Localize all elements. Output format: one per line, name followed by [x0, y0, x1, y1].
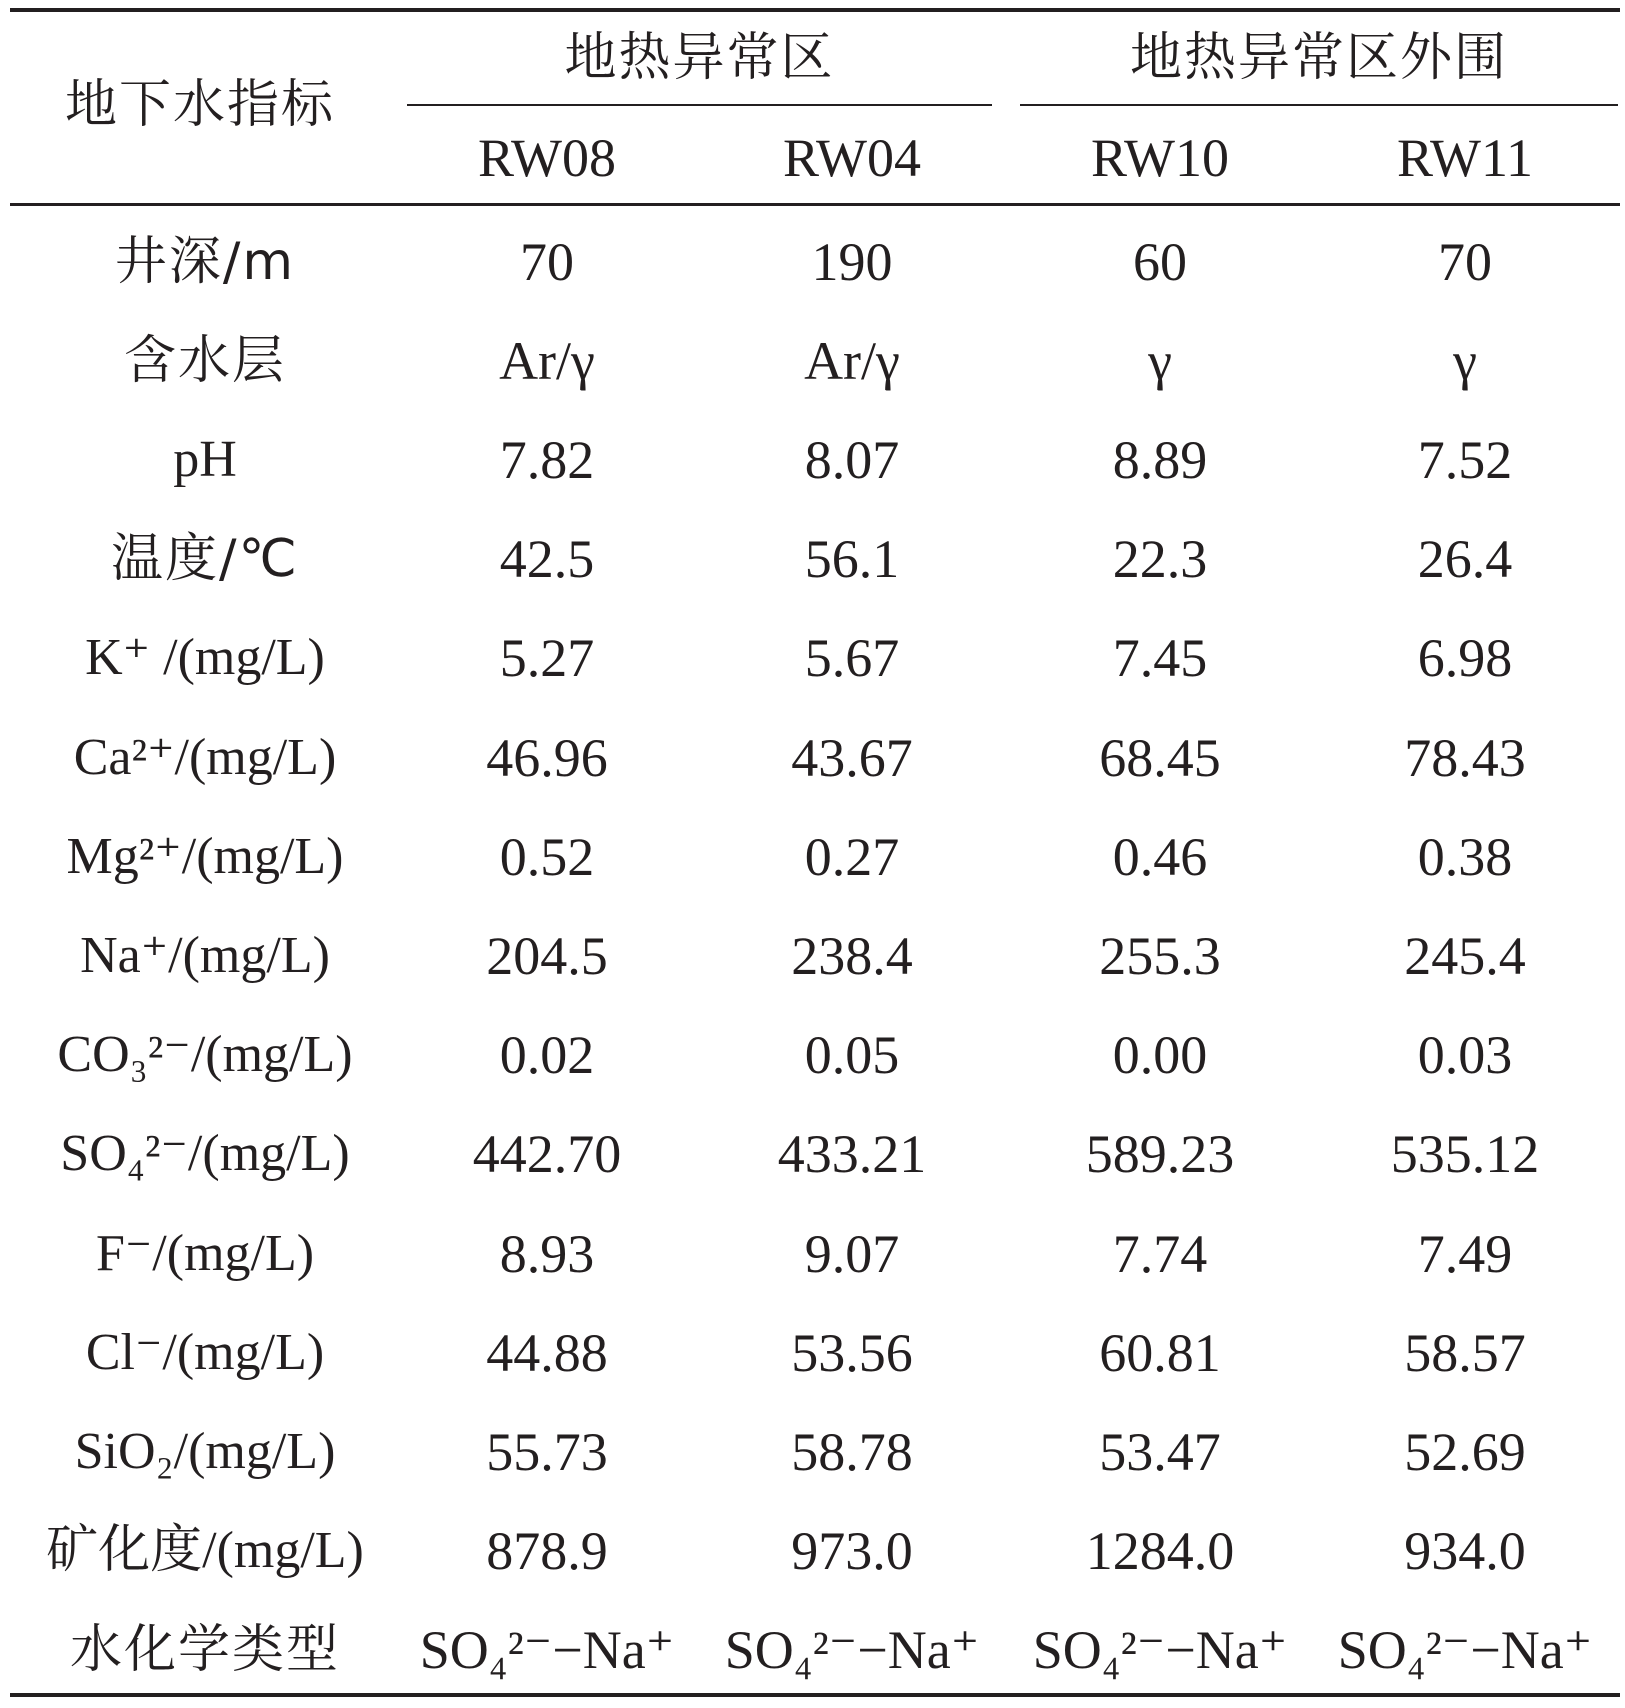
table-cell: 52.69: [1404, 1421, 1526, 1482]
table-cell: 245.4: [1404, 925, 1526, 986]
table-cell: 973.0: [791, 1521, 913, 1582]
row-label: 温度/℃: [111, 529, 299, 590]
table-cell: 0.00: [1112, 1025, 1208, 1086]
table-cell: 44.88: [486, 1322, 608, 1383]
row-label: Na⁺/(mg/L): [80, 926, 330, 984]
table-cell: SO₄²⁻−Na⁺: [1032, 1620, 1288, 1681]
row-label: F⁻/(mg/L): [95, 1224, 315, 1282]
row-label: 含水层: [123, 330, 286, 391]
table-cell: 255.3: [1099, 925, 1221, 986]
table-cell: SO₄²⁻−Na⁺: [1337, 1620, 1593, 1681]
table-cell: 58.57: [1404, 1322, 1526, 1383]
table-cell: 7.52: [1417, 429, 1513, 490]
table-cell: 58.78: [791, 1421, 913, 1482]
table-cell: 53.47: [1099, 1421, 1221, 1482]
table-cell: 0.52: [499, 826, 595, 887]
row-label: Ca²⁺/(mg/L): [73, 728, 337, 786]
table-cell: 190: [811, 231, 893, 292]
table-cell: 0.02: [499, 1025, 595, 1086]
table-cell: 60: [1133, 231, 1187, 292]
table-cell: 68.45: [1099, 727, 1221, 788]
table-cell: γ: [1148, 330, 1172, 391]
table-cell: 9.07: [804, 1223, 900, 1284]
well-header: RW04: [782, 128, 921, 188]
table-cell: 0.27: [804, 826, 900, 887]
table-cell: 8.93: [499, 1223, 595, 1284]
group-header-outer: 地热异常区外围: [1129, 28, 1508, 88]
row-label: K⁺ /(mg/L): [85, 629, 325, 687]
table-cell: 204.5: [486, 925, 608, 986]
table-cell: 433.21: [777, 1124, 927, 1185]
table-cell: 589.23: [1085, 1124, 1235, 1185]
table-cell: 7.45: [1112, 628, 1208, 689]
table-cell: 442.70: [472, 1124, 622, 1185]
table-cell: Ar/γ: [804, 330, 900, 391]
row-label: 矿化度/(mg/L): [46, 1522, 364, 1580]
row-label: Mg²⁺/(mg/L): [66, 827, 344, 885]
table-cell: SO₄²⁻−Na⁺: [419, 1620, 675, 1681]
table-cell: 6.98: [1417, 628, 1513, 689]
table-cell: Ar/γ: [499, 330, 595, 391]
group-outer-rule: [1020, 104, 1618, 106]
row-label: 水化学类型: [69, 1620, 340, 1681]
table-cell: 46.96: [486, 727, 608, 788]
group-header-anomaly: 地热异常区: [564, 28, 835, 88]
table-cell: 55.73: [486, 1421, 608, 1482]
table-cell: 238.4: [791, 925, 913, 986]
table-cell: 70: [520, 231, 574, 292]
top-rule: [10, 8, 1620, 12]
row-label: CO₃²⁻/(mg/L): [57, 1026, 353, 1084]
well-header: RW08: [477, 128, 616, 188]
table-cell: 70: [1438, 231, 1492, 292]
table-cell: 56.1: [804, 529, 900, 590]
table-cell: 60.81: [1099, 1322, 1221, 1383]
table-cell: 934.0: [1404, 1521, 1526, 1582]
table-cell: γ: [1453, 330, 1477, 391]
group-anomaly-rule: [407, 104, 992, 106]
table-cell: 5.27: [499, 628, 595, 689]
table-cell: 5.67: [804, 628, 900, 689]
table-cell: 0.05: [804, 1025, 900, 1086]
table-cell: 0.38: [1417, 826, 1513, 887]
row-label: SiO₂/(mg/L): [74, 1422, 336, 1480]
table-cell: 53.56: [791, 1322, 913, 1383]
indicator-header: 地下水指标: [64, 75, 335, 135]
table-cell: 7.49: [1417, 1223, 1513, 1284]
table-cell: 878.9: [486, 1521, 608, 1582]
well-header: RW11: [1396, 128, 1533, 188]
table-cell: 0.46: [1112, 826, 1208, 887]
table-cell: 8.07: [804, 429, 900, 490]
table-cell: 8.89: [1112, 429, 1208, 490]
row-label: SO₄²⁻/(mg/L): [60, 1125, 350, 1183]
table-cell: 43.67: [791, 727, 913, 788]
table-cell: 535.12: [1390, 1124, 1540, 1185]
table-cell: 26.4: [1417, 529, 1513, 590]
row-label: 井深/m: [114, 231, 296, 292]
table-cell: SO₄²⁻−Na⁺: [724, 1620, 980, 1681]
table-cell: 42.5: [499, 529, 595, 590]
well-header: RW10: [1090, 128, 1229, 188]
table-cell: 22.3: [1112, 529, 1208, 590]
table-cell: 7.82: [499, 429, 595, 490]
table-cell: 1284.0: [1085, 1521, 1235, 1582]
header-bottom-rule: [10, 203, 1620, 206]
row-label: pH: [173, 430, 237, 488]
table-cell: 0.03: [1417, 1025, 1513, 1086]
row-label: Cl⁻/(mg/L): [85, 1323, 325, 1381]
table-cell: 7.74: [1112, 1223, 1208, 1284]
table-cell: 78.43: [1404, 727, 1526, 788]
